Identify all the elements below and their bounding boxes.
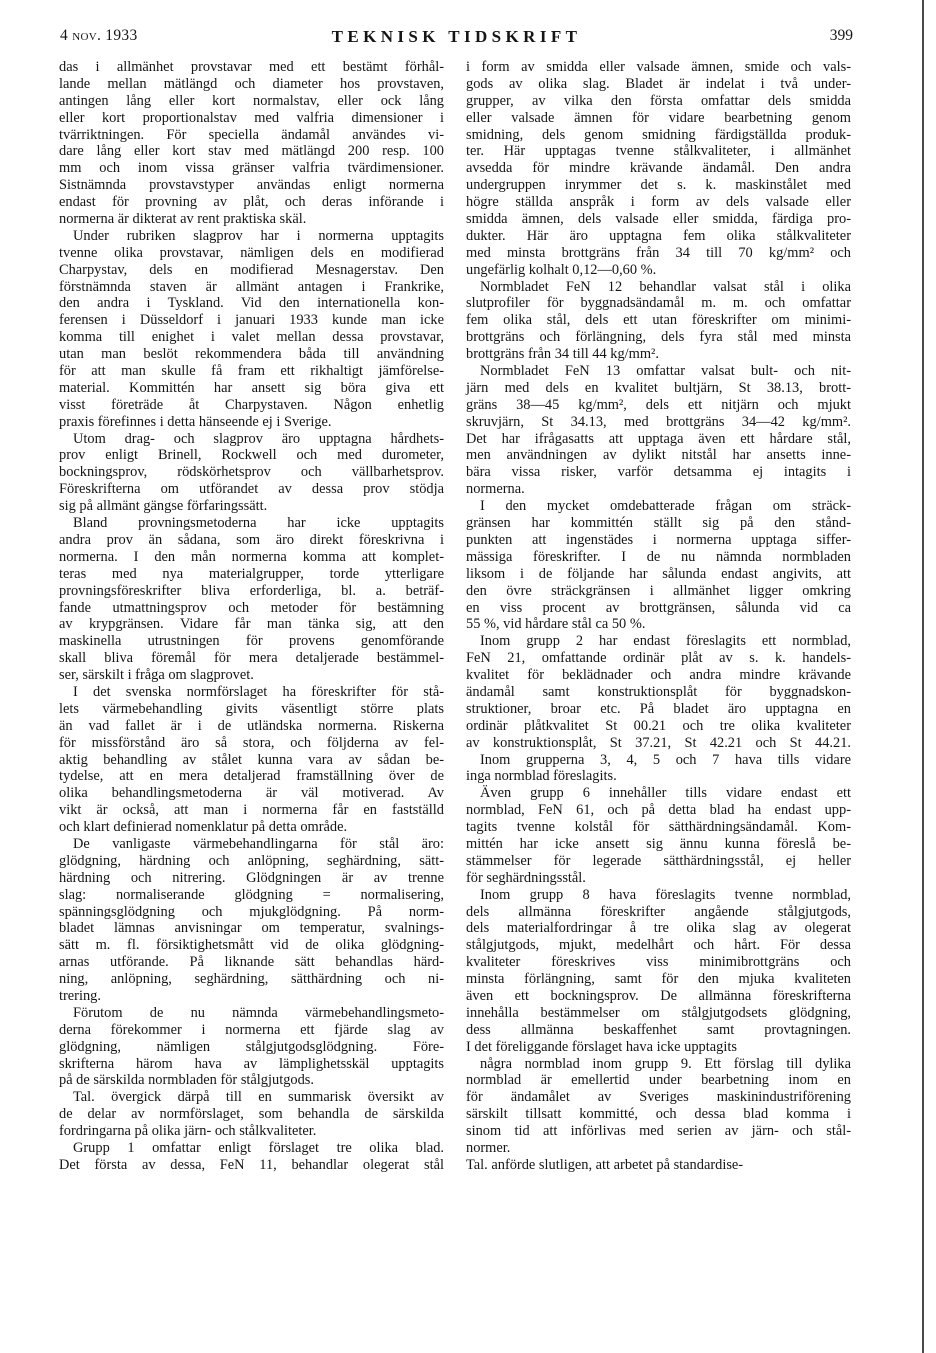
text-line: ordinär plåtkvalitet St 00.21 och tre olika kvaliteter [466,717,851,734]
text-line: Grupp 1 omfattar enligt förslaget tre olika blad. [73,1140,444,1156]
text-line: kvalitet för beklädnader och andra mindre krävande [466,667,851,684]
text-line: ning, anlöpning, seghärdning, sätthärdning och ni- [59,971,444,988]
text-line: ser, särskilt i fråga om slagprovet. [59,667,254,684]
text-line: Inom grupp 2 har endast föreslagits ett normblad, [480,633,851,650]
text-line: minsta förlängning, samt för den mjuka kvaliteten [466,971,851,988]
text-line: FeN 21, omfattande ordinär plåt av s. k. handels- [466,650,851,667]
text-line: Det första av dessa, FeN 11, behandlar olegerat stål [59,1156,444,1173]
text-line: mässiga föreskrifter. I de nu nämnda normbladen [466,548,851,565]
text-line: Normbladet FeN 12 behandlar valsat stål i olika [480,278,851,295]
text-line: stålgjutgods, mjukt, medelhårt och hårt. För dessa [466,937,851,954]
text-line: eller kort proportionalstav med valfria dimensioner i [59,109,444,126]
text-line: gods av olika slag. Bladet är indelat i två under- [466,75,851,92]
text-line: normblad, FeN 61, och på detta blad ha endast upp- [466,802,851,819]
text-line: maskinella utrustningen för provens genomförande [59,633,444,650]
text-line: Tal. anförde slutligen, att arbetet på standardise- [466,1156,744,1173]
text-line: gräns 38—45 kg/mm², dels ett nitjärn och mjukt [466,396,851,413]
text-line: dels allmänna föreskrifter angående stålgjutgods, [466,903,851,920]
text-line: lande mellan mätlängd och diameter hos provstaven, [59,75,444,92]
text-line: fordringarna på olika järn- och stålkvaliteter. [59,1123,317,1140]
text-line: men användningen av dylikt nitstål har ansetts inne- [466,447,851,464]
text-line: antingen lång eller kort normalstav, eller ock lång [59,92,444,109]
page-number: 399 [829,27,853,44]
text-line: dare lång eller kort stav med mätlängd 200 resp. 100 [59,143,444,160]
text-line: härdning och nitrering. Glödgningen är av trenne [59,869,444,886]
text-line: ändamål samt konstruktionsplåt för byggnadskon- [466,683,851,700]
text-line: tagits tvenne kolstål för sätthärdningsändamål. Kom- [466,819,851,836]
text-line: normerna är dikterat av rent praktiska skäl. [59,211,307,228]
text-line: struktioner, broar etc. På bladet äro upptagna en [466,700,851,717]
text-line: innehålla bestämmelser om stålgjutgodsets glödgning, [466,1004,851,1021]
right-column [466,59,851,1174]
text-line: den andra i Tyskland. Vid den internationella kon- [59,295,444,312]
text-line: mm och inom vissa gränser valfria tvärdimensioner. [59,160,444,177]
text-line: för seghärdningsstål. [466,869,586,886]
text-line: endast för provning av plåt, och deras införande i [59,194,444,211]
text-line: grupper, av vilka den första omfattar dels smidda [466,92,851,109]
text-line: fem olika stål, dels ett utan föreskrifter om minimi- [466,312,851,329]
text-line: på de särskilda normbladen för stålgjutgods. [59,1072,314,1089]
text-line: eller valsade ämnen för vidare bearbetning genom [466,109,851,126]
text-line: för att man skulle få fram ett rikhaltigt jämförelse- [59,363,444,380]
text-line: tvenne olika provstavar, nämligen dels en modifierad [59,244,444,261]
text-line: I den mycket omdebatterade frågan om sträck- [480,498,851,515]
text-line: inga normblad föreslagits. [466,768,617,785]
text-line: bära vissa risker, varför detsamma ej intagits i [466,464,851,481]
text-line: för missförstånd äro så stora, och följderna av fel- [59,734,444,751]
text-line: Inom grupp 8 hava föreslagits tvenne normblad, [480,886,851,903]
text-line: normerna. I den mån normerna komma att komplet- [59,548,444,565]
text-line: spänningsglödgning och mjukglödgning. På norm- [59,903,444,920]
text-line: arnas utförande. På liknande sätt behandlas härd- [59,954,444,971]
scan-border-line [922,0,924,1353]
text-line: glödgning, nämligen stålgjutgodsglödgning. Före- [59,1038,444,1055]
text-line: liksom i de följande har sålunda endast angivits, att [466,565,851,582]
text-line: punkten att ingenstädes i normerna upptaga siffer- [466,531,851,548]
text-line: De vanligaste värmebehandlingarna för stål äro: [73,835,444,852]
text-line: Inom grupperna 3, 4, 5 och 7 hava tills vidare [480,751,851,768]
text-line: normer. [466,1140,511,1156]
text-line: slag: normaliserande glödgning = normalisering, [59,886,444,903]
text-line: gränsen har kommittén ställt sig på den stånd- [466,515,851,532]
text-line: skrifterna härom hava av lämplighetsskäl upptagits [59,1055,444,1072]
text-line: och klart definierad nomenklatur på detta område. [59,819,348,836]
text-line: med minsta brottgräns från 34 till 70 kg/mm² och [466,244,851,261]
text-line: särskilt tillsatt kommitté, och dessa blad komma i [466,1106,851,1123]
text-line: fande utmattningsprov och metoder för bestämning [59,599,444,616]
text-line: kvaliteter föreskrives viss minimibrottgräns och [466,954,851,971]
text-line: glödgning, härdning och anlöpning, seghärdning, sätt- [59,852,444,869]
text-line: bladet lämnas anvisningar om temperatur, svalnings- [59,920,444,937]
text-line: dess allmänna beskaffenhet samt provtagningen. [466,1021,851,1038]
text-line: brottgräns från 34 till 44 kg/mm². [466,346,659,363]
text-line: teras med nya materialgrupper, torde ytterligare [59,565,444,582]
text-line: järn med dels en kvalitet bultjärn, St 38.13, brott- [466,379,851,396]
text-line: skruvjärn, St 34.13, med brottgräns 34—42 kg/mm². [466,413,851,430]
text-line: för ändamålet av Sveriges maskinindustriförening [466,1089,851,1106]
text-line: undergruppen inrymmer det s. k. maskinstålet med [466,177,851,194]
text-line: I det svenska normförslaget ha föreskrifter för stå- [73,683,444,700]
text-line: sinom tid att införlivas med serien av järn- och stål- [466,1123,851,1140]
text-line: bockningsprov, rödskörhetsprov och vällbarhetsprov. [59,464,444,481]
text-line: tvärriktningen. För speciella ändamål användes vi- [59,126,444,143]
text-line: Det har ifrågasatts att upptaga även ett hårdare stål, [466,430,851,447]
text-line: Tal. övergick därpå till en summarisk översikt av [73,1089,444,1106]
text-line: Normbladet FeN 13 omfattar valsat bult- och nit- [480,363,851,380]
text-line: Förutom de nu nämnda värmebehandlingsmeto- [73,1004,444,1021]
text-line: sätt m. fl. försiktighetsmått vid de olika glödgning- [59,937,444,954]
text-line: material. Kommittén har ansett sig böra giva ett [59,379,444,396]
text-line: smidda ämnen, dels valsade eller smidda, färdiga pro- [466,211,851,228]
text-line: ungefärlig kolhalt 0,12—0,60 %. [466,261,657,278]
text-line: sig på allmänt gängse förfaringssätt. [59,498,268,515]
text-line: Under rubriken slagprov har i normerna upptagits [73,227,444,244]
text-line: 55 %, vid hårdare stål ca 50 %. [466,616,646,633]
text-line: lets värmebehandling givits väsentligt större plats [59,700,444,717]
running-header [60,27,853,53]
text-line: även ett bockningsprov. De allmänna föreskrifterna [466,987,851,1004]
text-line: provningsföreskrifter bliva erforderliga, bl. a. beträf- [59,582,444,599]
text-line: skall bliva föremål för mera detaljerade bestämmel- [59,650,444,667]
text-line: stämmelser för legerade sätthärdningsstål, ej heller [466,852,851,869]
text-line: normblad är emellertid under bearbetning inom en [466,1072,851,1089]
text-line: av krypgränsen. Vidare får man tänka sig, att den [59,616,444,633]
text-line: prov enligt Brinell, Rockwell och med durometer, [59,447,444,464]
text-line: slutprofiler för byggnadsändamål m. m. och omfattar [466,295,851,312]
text-line: den övre sträckgränsen i allmänhet ligger omkring [466,582,851,599]
text-line: avsedda för mindre krävande ändamål. Den andra [466,160,851,177]
text-line: komma till enighet i valet mellan dessa provstavar, [59,329,444,346]
journal-title: TEKNISK TIDSKRIFT [331,27,582,46]
text-line: smidning, dels genom smidning färdigställda produk- [466,126,851,143]
issue-date: 4 nov. 1933 [60,27,138,44]
text-line: mittén har icke ansett sig ännu kunna föreslå be- [466,835,851,852]
text-line: än vad fallet är i de utländska normerna. Riskerna [59,717,444,734]
text-line: derna förekommer i normerna ett fjärde slag av [59,1021,444,1038]
text-line: aktig behandling av stålet kunna vara av sådan be- [59,751,444,768]
text-line: trering. [59,987,101,1004]
text-line: Utom drag- och slagprov äro upptagna hårdhets- [73,430,444,447]
text-line: andra prov än sådana, som äro direkt föreskrivna i [59,531,444,548]
text-line: de delar av normförslaget, som behandla de särskilda [59,1106,444,1123]
text-line: ferensen i Düsseldorf i januari 1933 kunde man icke [59,312,444,329]
text-line: Sistnämnda provstavstyper användas enligt normerna [59,177,444,194]
text-line: högre ställda anspråk i form av dels valsade eller [466,194,851,211]
text-line: förstnämnda staven är allmänt antagen i Frankrike, [59,278,444,295]
text-line: normerna. [466,481,525,498]
text-line: Föreskrifterna om utförandet av dessa prov stödja [59,481,444,498]
text-line: några normblad inom grupp 9. Ett förslag till dylika [480,1055,851,1072]
text-line: dels materialfordringar å tre olika slag av olegerat [466,920,851,937]
text-line: brottgräns och förlängning, dels fyra stål med minsta [466,329,851,346]
text-line: das i allmänhet provstavar med ett bestämt förhål- [59,59,444,75]
text-line: en viss procent av brottgränsen, sålunda vid ca [466,599,851,616]
text-line: Charpystav, dels en modifierad Mesnagerstav. Den [59,261,444,278]
text-line: utan man beslöt rekommendera båda till användning [59,346,444,363]
text-line: olika behandlingsmetoderna är väl motiverad. Av [59,785,444,802]
left-column [59,59,444,1174]
text-line: ter. Här upptagas tvenne stålkvaliteter, i allmänhet [466,143,851,160]
text-line: I det föreliggande förslaget hava icke upptagits [466,1038,737,1055]
text-line: Även grupp 6 innehåller tills vidare endast ett [480,785,851,802]
text-line: Bland provningsmetoderna har icke upptagits [73,515,444,532]
text-line: av konstruktionsplåt, St 37.21, St 42.21 och St 44.21. [466,734,851,751]
text-line: i form av smidda eller valsade ämnen, smide och vals- [466,59,851,75]
text-line: praxis förefinnes i detta hänseende ej i Sverige. [59,413,332,430]
text-line: visst företräde åt Charpystaven. Någon enhetlig [59,396,444,413]
text-line: dukter. Här äro upptagna fem olika stålkvaliteter [466,227,851,244]
text-line: tydelse, att en mera detaljerad framställning över de [59,768,444,785]
text-line: vikt är också, att man i normerna får en fastställd [59,802,444,819]
